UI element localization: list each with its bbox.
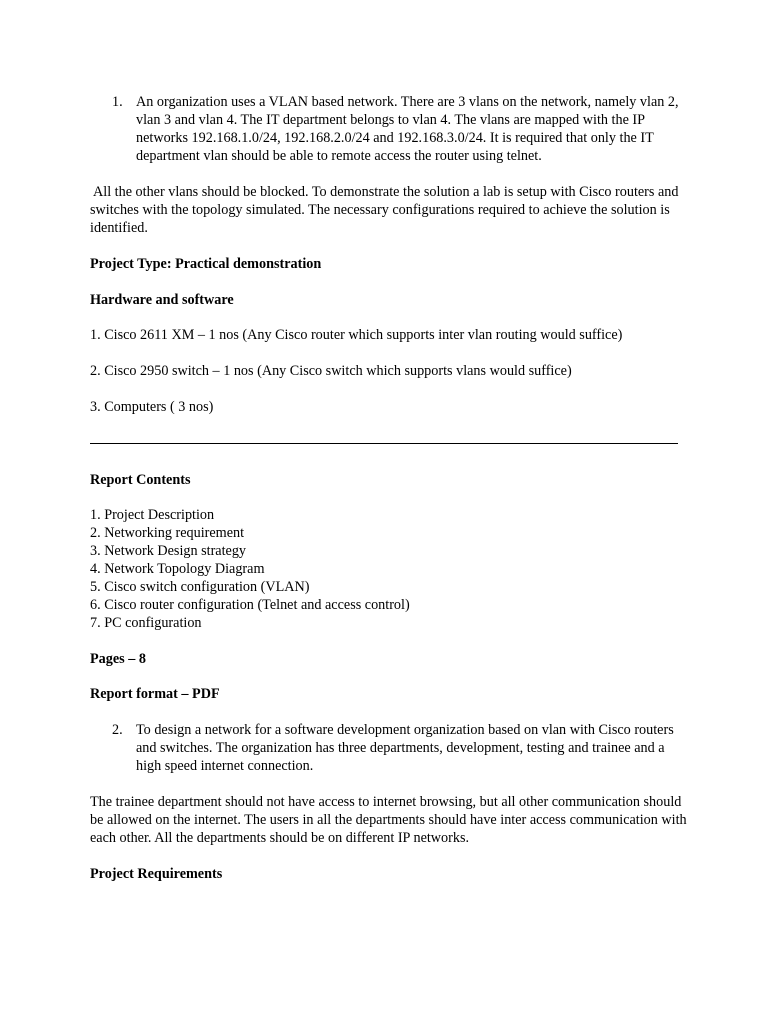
report-contents-heading: Report Contents (90, 472, 191, 488)
report-contents-list (90, 506, 410, 632)
hardware-heading: Hardware and software (90, 292, 234, 308)
list-item: 2. Networking requirement (90, 525, 245, 541)
project-requirements-heading: Project Requirements (90, 866, 223, 882)
pages-heading: Pages – 8 (90, 651, 146, 667)
numbered-item-1 (112, 93, 682, 165)
item-text: An organization uses a VLAN based network. There are 3 vlans on the network, namely vlan 2, vlan 3 and vlan 4. The IT department belongs to vlan 4. The vlans are mapped with the IP networks 192.168.1.0/24, 192.168.2.0/24 and 192.168.3.0/24. It is required that only the IT department vlan should be able to remote access the router using telnet. (136, 94, 679, 164)
hardware-item: 3. Computers ( 3 nos) (90, 399, 214, 415)
hardware-item: 1. Cisco 2611 XM – 1 nos (Any Cisco router which supports inter vlan routing would suffice) (90, 327, 623, 343)
item-text: To design a network for a software development organization based on vlan with Cisco routers and switches. The organization has three departments, development, testing and trainee and a high speed internet connection. (136, 722, 674, 774)
list-item: 5. Cisco switch configuration (VLAN) (90, 579, 310, 595)
numbered-item-2 (112, 721, 682, 775)
project-type-heading: Project Type: Practical demonstration (90, 256, 322, 272)
horizontal-rule (90, 443, 678, 444)
list-item: 7. PC configuration (90, 615, 202, 631)
list-item: 6. Cisco router configuration (Telnet and access control) (90, 597, 410, 613)
item-number: 2. (112, 722, 123, 738)
hardware-item: 2. Cisco 2950 switch – 1 nos (Any Cisco switch which supports vlans would suffice) (90, 363, 572, 379)
report-format-heading: Report format – PDF (90, 686, 220, 702)
list-item: 1. Project Description (90, 507, 215, 523)
list-item: 3. Network Design strategy (90, 543, 247, 559)
paragraph: All the other vlans should be blocked. To demonstrate the solution a lab is setup with Cisco routers and switches with the topology simulated. The necessary configurations required to achieve the solution is identified. (90, 184, 679, 236)
paragraph: The trainee department should not have access to internet browsing, but all other communication should be allowed on the internet. The users in all the departments should have inter access communication with each other. All the departments should be on different IP networks. (90, 794, 687, 846)
list-item: 4. Network Topology Diagram (90, 561, 265, 577)
item-number: 1. (112, 94, 123, 110)
